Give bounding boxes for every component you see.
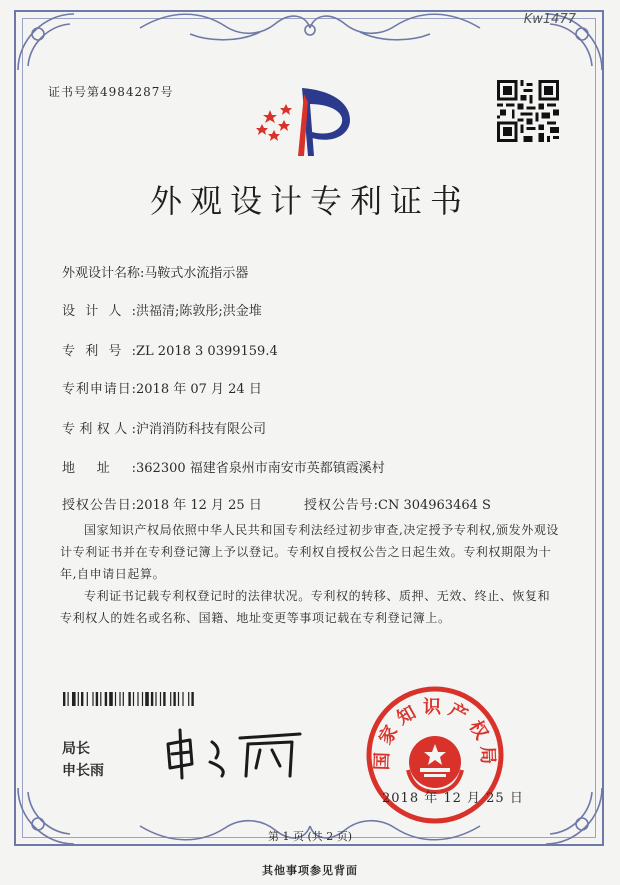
design-name-field: [62, 262, 248, 281]
field-label: 授权公告日:: [62, 498, 136, 513]
official-seal-icon: [360, 680, 510, 830]
address-field: [62, 457, 385, 476]
top-ornament-icon: [130, 8, 490, 48]
body-paragraph: 国家知识产权局依照中华人民共和国专利法经过初步审查,决定授予专利权,颁发外观设计专利证书并在专利登记簿上予以登记。专利权自授权公告之日起生效。专利权期限为十年,自申请日起算。: [60, 523, 560, 581]
page-indicator: 第 1 页 (共 2 页): [267, 830, 353, 843]
grant-date-field: [62, 494, 262, 513]
field-value: 马鞍式水流指示器: [144, 266, 249, 281]
seal-date: 2018 年 12 月 25 日: [382, 791, 524, 806]
designer-field: [62, 300, 262, 319]
filing-date-field: [62, 378, 262, 397]
certificate-body: [60, 519, 560, 629]
qr-code-icon: [497, 80, 559, 142]
field-value: CN 304963464 S: [378, 498, 491, 513]
field-label: 专利申请日:: [62, 382, 136, 397]
signatory-name: 申长雨: [62, 763, 104, 779]
corner-ornament-icon: [14, 10, 84, 80]
barcode-icon: [63, 692, 279, 706]
field-value: 362300 福建省泉州市南安市英都镇霞溪村: [136, 461, 385, 476]
svg-text:国家知识产权局: 国家知识产权局: [371, 697, 499, 771]
field-value: 2018 年 12 月 25 日: [136, 498, 262, 513]
cnipa-logo-icon: [252, 80, 352, 162]
field-label: 外观设计名称:: [62, 266, 145, 281]
certificate-number: 证书号第4984287号: [48, 85, 174, 99]
field-label: 授权公告号:: [304, 498, 378, 513]
footer-note: 其他事项参见背面: [262, 864, 358, 877]
field-value: 沪消消防科技有限公司: [136, 422, 267, 437]
patentee-field: [62, 418, 266, 437]
field-value: 洪福清;陈敦彤;洪金堆: [136, 304, 262, 319]
document-title: 外观设计专利证书: [149, 182, 470, 220]
handwritten-note: Kw1477: [523, 12, 576, 27]
field-value: ZL 2018 3 0399159.4: [136, 344, 278, 359]
signature-icon: [160, 722, 310, 782]
patent-number-field: [62, 340, 278, 359]
grant-number-field: [304, 494, 491, 513]
field-label: 专利权人:: [62, 422, 136, 437]
field-label: 设计人:: [62, 304, 136, 319]
body-paragraph: 专利证书记载专利权登记时的法律状况。专利权的转移、质押、无效、终止、恢复和专利权人的姓名或名称、国籍、地址变更等事项记载在专利登记簿上。: [60, 589, 551, 625]
field-label: 地址:: [62, 461, 136, 476]
signatory-title: 局长: [62, 741, 90, 757]
field-label: 专利号:: [62, 344, 136, 359]
field-value: 2018 年 07 月 24 日: [136, 382, 262, 397]
